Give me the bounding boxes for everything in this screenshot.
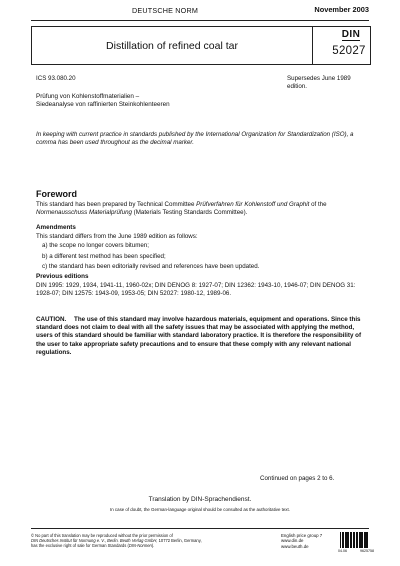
- amendment-item: b) a different test method has been specified;: [42, 252, 166, 260]
- foreword-text: [36, 201, 370, 217]
- beuth-website-link[interactable]: www.beuth.de: [281, 543, 309, 549]
- translation-credit: Translation by DIN-Sprachendienst.: [148, 496, 252, 503]
- amendment-item: a) the scope no longer covers bitumen;: [42, 242, 149, 249]
- previous-editions-text: DIN 1995: 1929, 1934, 1941-11, 1960-02x; DIN DENOG 8: 1927-07; DIN 12362: 1943-10, 1946-07; DIN DENOG 31: 1928-07; DIN 12575: 1943-09, 1953-05; DIN 52027: 1980-12, 1989-06.: [36, 282, 356, 297]
- din-website-link[interactable]: www.din.de: [281, 538, 304, 544]
- foreword-text-post: (Materials Testing Standards Committee).: [131, 208, 248, 216]
- din-logo-text: DIN: [341, 29, 361, 40]
- barcode-left-number: 04.06: [338, 549, 347, 553]
- standards-committee-name: Normenausschuss Materialprüfung: [36, 208, 132, 216]
- header-rule: [31, 20, 369, 21]
- continued-note: Continued on pages 2 to 6.: [260, 475, 335, 482]
- title-box-divider: [312, 27, 313, 64]
- barcode: [340, 532, 370, 548]
- ics-code: ICS 93.080.20: [36, 75, 76, 82]
- barcode-numbers: [338, 549, 374, 553]
- footer-rule: [31, 528, 369, 529]
- title-box: [31, 26, 371, 65]
- copyright-line-3: [31, 543, 271, 548]
- caution-notice: [36, 316, 370, 357]
- german-title-line-2: Siedeanalyse von raffinierten Steinkohlenteeren: [36, 100, 170, 108]
- german-title: [36, 93, 336, 108]
- foreword-heading: Foreword: [36, 189, 78, 199]
- price-group-block: [281, 533, 322, 549]
- document-title: Distillation of refined coal tar: [106, 40, 238, 52]
- caution-text: The use of this standard may involve hazardous materials, equipment and operations. Since this standard does not claim to deal with all the safety issues that may be associated with applying the method, users of this standard should be familiar with standard laboratory practice. It is therefore the responsibility of the user to take appropriate safety precautions and to ensure that these comply with any relevant national regulations.: [36, 316, 362, 356]
- barcode-right-number: 9625758: [360, 549, 374, 553]
- copyright-notice: [31, 533, 271, 549]
- copyright-publisher: DIN Deutsches Institut für Normung e. V., Berlin. Beuth Verlag GmbH,: [31, 538, 158, 544]
- language-disclaimer: In case of doubt, the German-language original should be consulted as the authoritative text.: [110, 507, 290, 512]
- amendments-heading: Amendments: [36, 224, 76, 231]
- amendments-intro: This standard differs from the June 1989 edition as follows:: [36, 233, 198, 240]
- copyright-line-3-end: ).: [151, 543, 155, 549]
- committee-name: Prüfverfahren für Kohlenstoff und Graphit: [196, 201, 310, 208]
- amendments-list: [42, 242, 259, 274]
- amendment-item: c) the standard has been editorially revised and references have been updated.: [42, 263, 260, 271]
- german-title-line-1: Prüfung von Kohlenstoffmaterialien –: [36, 93, 140, 100]
- copyright-din-normen: DIN-Normen: [128, 543, 152, 549]
- norm-label: DEUTSCHE NORM: [131, 6, 199, 15]
- foreword-text-mid: of the: [309, 201, 327, 208]
- copyright-line-3-text: has the exclusive right of sale for German Standards (: [31, 543, 129, 549]
- previous-editions-heading: Previous editions: [36, 273, 89, 280]
- standard-number: 52027: [332, 45, 366, 57]
- price-group: English price group 7: [281, 533, 323, 538]
- din-logo: [336, 30, 366, 41]
- decimal-marker-note: In keeping with current practice in standards published by the International Organization for Standardization (ISO), a comma has been used throughout as the decimal marker.: [36, 131, 354, 146]
- foreword-text-pre: This standard has been prepared by Technical Committee: [36, 201, 197, 208]
- publication-date: November 2003: [314, 5, 369, 14]
- caution-label: CAUTION.: [36, 316, 67, 323]
- supersedes-note: Supersedes June 1989 edition.: [287, 75, 351, 90]
- copyright-line-1: © No part of this translation may be reproduced without the prior permission of: [31, 533, 173, 538]
- copyright-address: 10772 Berlin, Germany,: [157, 538, 202, 544]
